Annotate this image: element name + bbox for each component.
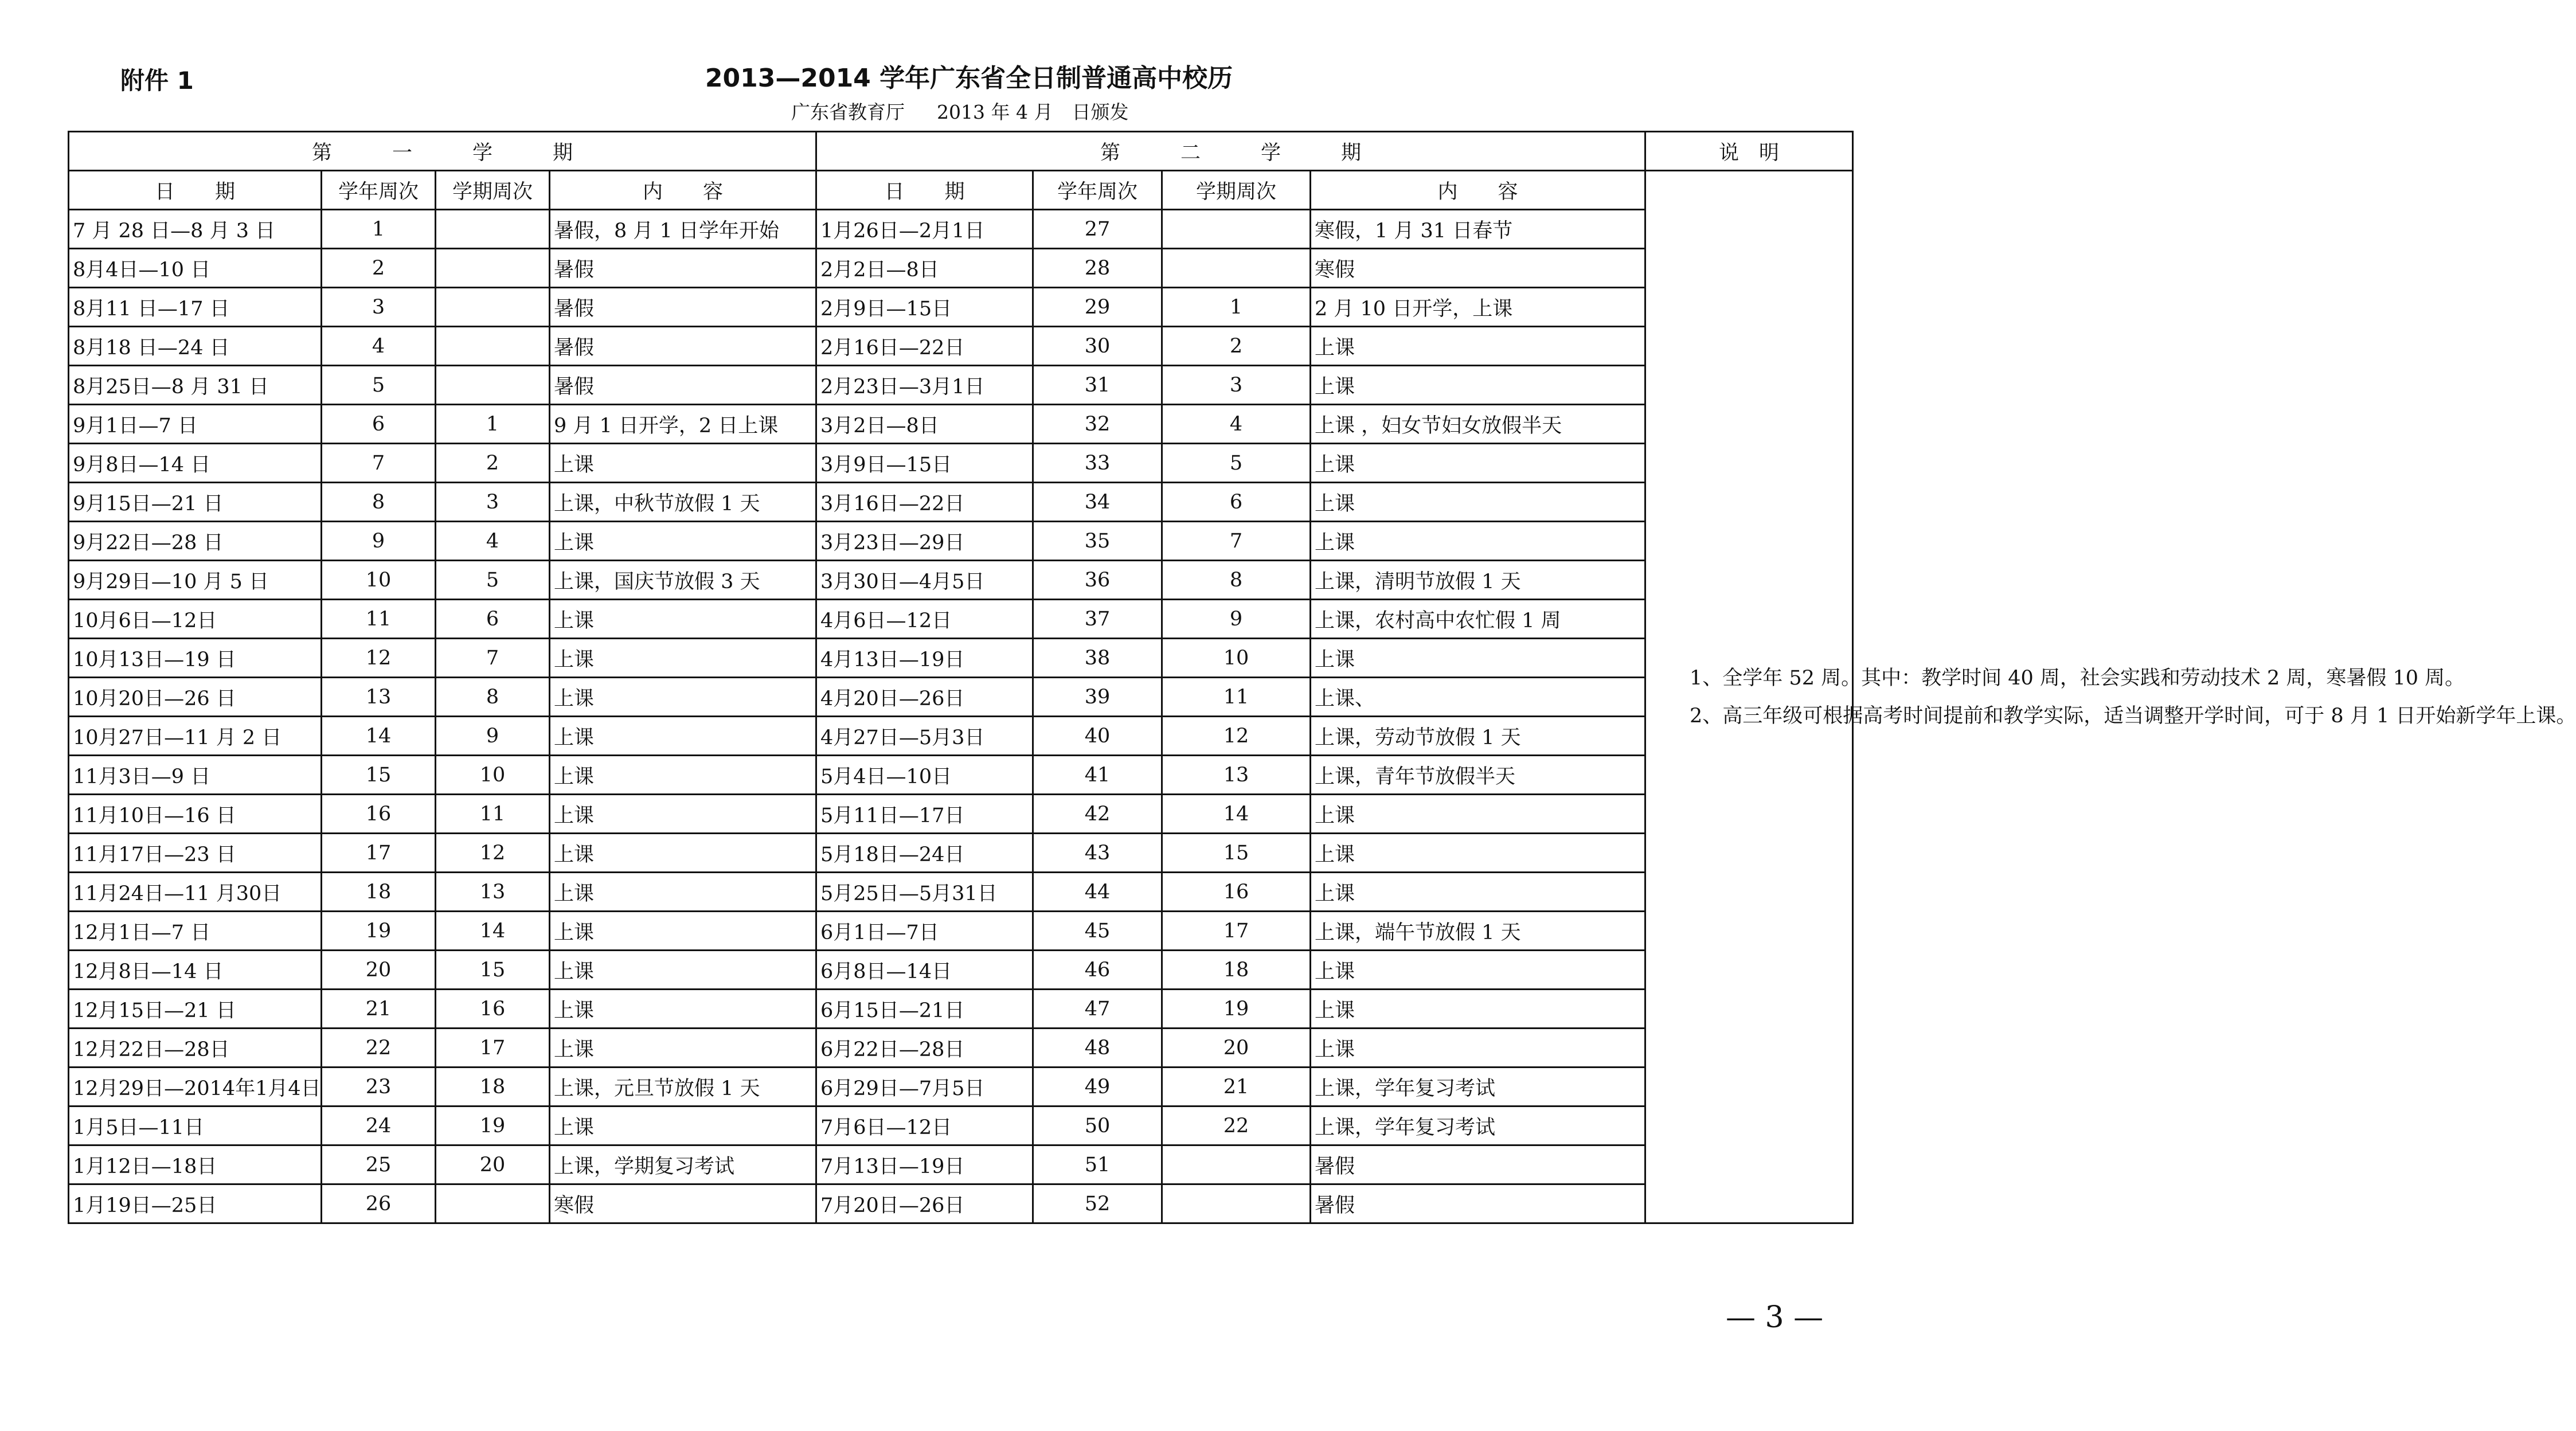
term1-content: 上课 — [550, 717, 816, 756]
term1-year-week: 14 — [322, 717, 436, 756]
term2-year-week: 43 — [1033, 834, 1162, 873]
notes-header: 说 明 — [1645, 132, 1853, 171]
term2-term-week: 1 — [1162, 288, 1311, 327]
term2-term-week: 6 — [1162, 483, 1311, 522]
term2-content: 上课 — [1311, 873, 1645, 912]
term1-content: 上课 — [550, 444, 816, 483]
term2-year-week: 45 — [1033, 912, 1162, 951]
term2-content: 上课 — [1311, 327, 1645, 366]
table-row — [69, 639, 1853, 678]
term2-content: 上课 — [1311, 1029, 1645, 1068]
term1-term-week — [436, 288, 550, 327]
term2-date: 3月16日—22日 — [816, 483, 1033, 522]
term1-term-week: 14 — [436, 912, 550, 951]
column-header-row — [69, 171, 1853, 210]
term1-term-week: 18 — [436, 1068, 550, 1107]
term1-content: 暑假 — [550, 327, 816, 366]
term1-content: 上课 — [550, 522, 816, 561]
term2-date: 4月6日—12日 — [816, 600, 1033, 639]
term1-content: 9 月 1 日开学，2 日上课 — [550, 405, 816, 444]
term1-year-week: 26 — [322, 1184, 436, 1223]
term1-date: 8月25日—8 月 31 日 — [69, 366, 322, 405]
year-week-header: 学年周次 — [322, 171, 436, 210]
term1-content: 上课 — [550, 600, 816, 639]
term2-date: 2月16日—22日 — [816, 327, 1033, 366]
table-row — [69, 951, 1853, 990]
table-row — [69, 1184, 1853, 1223]
term1-term-week — [436, 210, 550, 249]
date-header: 日 期 — [816, 171, 1033, 210]
term1-term-week: 11 — [436, 795, 550, 834]
term2-content: 上课，学年复习考试 — [1311, 1068, 1645, 1107]
term1-content: 暑假 — [550, 288, 816, 327]
term2-year-week: 47 — [1033, 990, 1162, 1029]
content-header: 内 容 — [550, 171, 816, 210]
term1-year-week: 1 — [322, 210, 436, 249]
term1-date: 1月12日—18日 — [69, 1145, 322, 1184]
term2-content: 上课 — [1311, 366, 1645, 405]
term1-term-week — [436, 366, 550, 405]
term2-date: 6月29日—7月5日 — [816, 1068, 1033, 1107]
term2-content: 上课 — [1311, 444, 1645, 483]
term2-content: 上课 — [1311, 834, 1645, 873]
term1-date: 9月29日—10 月 5 日 — [69, 561, 322, 600]
term1-date: 11月10日—16 日 — [69, 795, 322, 834]
term2-year-week: 28 — [1033, 249, 1162, 288]
term2-content: 上课 — [1311, 990, 1645, 1029]
term1-content: 上课，学期复习考试 — [550, 1145, 816, 1184]
term1-content: 上课 — [550, 756, 816, 795]
term2-content: 寒假 — [1311, 249, 1645, 288]
term2-year-week: 39 — [1033, 678, 1162, 717]
term1-date: 8月18 日—24 日 — [69, 327, 322, 366]
term2-year-week: 35 — [1033, 522, 1162, 561]
table-row — [69, 405, 1853, 444]
term2-term-week — [1162, 210, 1311, 249]
term1-term-week: 13 — [436, 873, 550, 912]
term1-term-week: 19 — [436, 1107, 550, 1145]
term2-content: 上课 — [1311, 951, 1645, 990]
term1-year-week: 16 — [322, 795, 436, 834]
term2-date: 5月4日—10日 — [816, 756, 1033, 795]
term1-year-week: 23 — [322, 1068, 436, 1107]
term-week-header: 学期周次 — [1162, 171, 1311, 210]
term1-term-week: 2 — [436, 444, 550, 483]
term1-year-week: 10 — [322, 561, 436, 600]
document-subtitle — [791, 97, 1160, 124]
term2-date: 7月20日—26日 — [816, 1184, 1033, 1223]
term2-year-week: 40 — [1033, 717, 1162, 756]
term2-year-week: 44 — [1033, 873, 1162, 912]
term2-term-week: 8 — [1162, 561, 1311, 600]
term1-term-week: 8 — [436, 678, 550, 717]
school-calendar-table — [68, 131, 2576, 1224]
term2-year-week: 29 — [1033, 288, 1162, 327]
table-row — [69, 834, 1853, 873]
term2-content: 上课 — [1311, 795, 1645, 834]
term2-term-week: 13 — [1162, 756, 1311, 795]
term1-year-week: 2 — [322, 249, 436, 288]
term2-date: 5月11日—17日 — [816, 795, 1033, 834]
term1-content: 上课，元旦节放假 1 天 — [550, 1068, 816, 1107]
term1-term-week: 4 — [436, 522, 550, 561]
term2-year-week: 36 — [1033, 561, 1162, 600]
term2-term-week: 21 — [1162, 1068, 1311, 1107]
term1-term-week: 3 — [436, 483, 550, 522]
term1-date: 9月8日—14 日 — [69, 444, 322, 483]
term1-year-week: 17 — [322, 834, 436, 873]
term1-content: 上课，中秋节放假 1 天 — [550, 483, 816, 522]
term2-header: 第 二 学 期 — [816, 132, 1645, 171]
term1-date: 1月19日—25日 — [69, 1184, 322, 1223]
table-row — [69, 483, 1853, 522]
term2-term-week: 3 — [1162, 366, 1311, 405]
term2-term-week: 18 — [1162, 951, 1311, 990]
term2-year-week: 42 — [1033, 795, 1162, 834]
table-row — [69, 756, 1853, 795]
term1-date: 11月24日—11 月30日 — [69, 873, 322, 912]
term1-year-week: 3 — [322, 288, 436, 327]
term2-term-week: 19 — [1162, 990, 1311, 1029]
table-row — [69, 327, 1853, 366]
term2-year-week: 48 — [1033, 1029, 1162, 1068]
term1-date: 12月1日—7 日 — [69, 912, 322, 951]
term2-content: 上课 — [1311, 522, 1645, 561]
term1-term-week: 7 — [436, 639, 550, 678]
term2-date: 2月23日—3月1日 — [816, 366, 1033, 405]
term1-date: 10月13日—19 日 — [69, 639, 322, 678]
term2-term-week — [1162, 1184, 1311, 1223]
term2-date: 2月2日—8日 — [816, 249, 1033, 288]
table-row — [69, 990, 1853, 1029]
term1-term-week — [436, 327, 550, 366]
term1-year-week: 18 — [322, 873, 436, 912]
term2-term-week: 20 — [1162, 1029, 1311, 1068]
term2-date: 4月27日—5月3日 — [816, 717, 1033, 756]
term1-year-week: 21 — [322, 990, 436, 1029]
term2-content: 寒假，1 月 31 日春节 — [1311, 210, 1645, 249]
term2-term-week: 15 — [1162, 834, 1311, 873]
term1-term-week: 15 — [436, 951, 550, 990]
term2-term-week: 9 — [1162, 600, 1311, 639]
issuer: 广东省教育厅 — [791, 101, 905, 123]
term2-term-week: 10 — [1162, 639, 1311, 678]
term1-date: 12月22日—28日 — [69, 1029, 322, 1068]
table-row — [69, 912, 1853, 951]
term1-year-week: 13 — [322, 678, 436, 717]
term2-date: 5月18日—24日 — [816, 834, 1033, 873]
content-header: 内 容 — [1311, 171, 1645, 210]
term1-content: 上课 — [550, 834, 816, 873]
term2-term-week: 5 — [1162, 444, 1311, 483]
term1-year-week: 9 — [322, 522, 436, 561]
term2-year-week: 34 — [1033, 483, 1162, 522]
term2-year-week: 46 — [1033, 951, 1162, 990]
term2-date: 2月9日—15日 — [816, 288, 1033, 327]
term2-term-week: 16 — [1162, 873, 1311, 912]
term1-date: 12月8日—14 日 — [69, 951, 322, 990]
table-row — [69, 1068, 1853, 1107]
term1-term-week: 9 — [436, 717, 550, 756]
term1-content: 上课 — [550, 1107, 816, 1145]
term1-content: 暑假，8 月 1 日学年开始 — [550, 210, 816, 249]
term2-date: 7月13日—19日 — [816, 1145, 1033, 1184]
term1-year-week: 24 — [322, 1107, 436, 1145]
term1-year-week: 7 — [322, 444, 436, 483]
term2-year-week: 50 — [1033, 1107, 1162, 1145]
term2-term-week: 14 — [1162, 795, 1311, 834]
term1-year-week: 11 — [322, 600, 436, 639]
term1-date: 11月3日—9 日 — [69, 756, 322, 795]
term-header-row — [69, 132, 1853, 171]
term1-content: 上课 — [550, 951, 816, 990]
table-row — [69, 1107, 1853, 1145]
term1-content: 上课 — [550, 873, 816, 912]
page-number: — 3 — — [1726, 1300, 1824, 1335]
date-header: 日 期 — [69, 171, 322, 210]
term2-term-week: 4 — [1162, 405, 1311, 444]
term1-term-week: 10 — [436, 756, 550, 795]
issue-date: 2013 年 4 月 日颁发 — [937, 101, 1129, 123]
term2-term-week: 17 — [1162, 912, 1311, 951]
term2-year-week: 38 — [1033, 639, 1162, 678]
term2-date: 3月9日—15日 — [816, 444, 1033, 483]
term2-term-week: 12 — [1162, 717, 1311, 756]
term1-year-week: 22 — [322, 1029, 436, 1068]
table-row — [69, 600, 1853, 639]
term2-content: 上课，农村高中农忙假 1 周 — [1311, 600, 1645, 639]
table-row — [69, 1029, 1853, 1068]
term2-date: 7月6日—12日 — [816, 1107, 1033, 1145]
term1-content: 上课 — [550, 990, 816, 1029]
term1-date: 8月4日—10 日 — [69, 249, 322, 288]
term1-date: 9月1日—7 日 — [69, 405, 322, 444]
term1-year-week: 6 — [322, 405, 436, 444]
term2-term-week: 22 — [1162, 1107, 1311, 1145]
term2-date: 1月26日—2月1日 — [816, 210, 1033, 249]
term1-term-week: 6 — [436, 600, 550, 639]
term1-term-week: 20 — [436, 1145, 550, 1184]
term2-content: 上课 — [1311, 639, 1645, 678]
attachment-label: 附件 1 — [120, 67, 194, 95]
term1-date: 12月29日—2014年1月4日 — [69, 1068, 322, 1107]
table-row — [69, 717, 1853, 756]
term2-year-week: 49 — [1033, 1068, 1162, 1107]
term1-date: 7 月 28 日—8 月 3 日 — [69, 210, 322, 249]
term2-content: 上课，清明节放假 1 天 — [1311, 561, 1645, 600]
term2-content: 暑假 — [1311, 1145, 1645, 1184]
term1-date: 10月6日—12日 — [69, 600, 322, 639]
term2-date: 6月8日—14日 — [816, 951, 1033, 990]
note-1: 1、全学年 52 周。其中：教学时间 40 周，社会实践和劳动技术 2 周，寒暑假 10 周。 — [1690, 666, 2465, 690]
term1-year-week: 20 — [322, 951, 436, 990]
term2-content: 上课、 — [1311, 678, 1645, 717]
term2-date: 5月25日—5月31日 — [816, 873, 1033, 912]
term2-term-week — [1162, 1145, 1311, 1184]
term2-date: 6月15日—21日 — [816, 990, 1033, 1029]
term2-year-week: 37 — [1033, 600, 1162, 639]
term-week-header: 学期周次 — [436, 171, 550, 210]
term1-date: 8月11 日—17 日 — [69, 288, 322, 327]
term1-term-week — [436, 1184, 550, 1223]
term1-term-week: 17 — [436, 1029, 550, 1068]
term1-content: 上课 — [550, 678, 816, 717]
table-row — [69, 444, 1853, 483]
year-week-header: 学年周次 — [1033, 171, 1162, 210]
term2-term-week: 2 — [1162, 327, 1311, 366]
term2-date: 6月22日—28日 — [816, 1029, 1033, 1068]
term2-year-week: 52 — [1033, 1184, 1162, 1223]
term1-date: 10月20日—26 日 — [69, 678, 322, 717]
term2-content: 上课，劳动节放假 1 天 — [1311, 717, 1645, 756]
table-row — [69, 1145, 1853, 1184]
term2-date: 3月30日—4月5日 — [816, 561, 1033, 600]
term2-year-week: 31 — [1033, 366, 1162, 405]
notes-cell — [1645, 171, 2576, 1223]
term1-year-week: 8 — [322, 483, 436, 522]
term2-date: 4月20日—26日 — [816, 678, 1033, 717]
term2-year-week: 27 — [1033, 210, 1162, 249]
term1-term-week — [436, 249, 550, 288]
term1-date: 1月5日—11日 — [69, 1107, 322, 1145]
term2-content: 上课，学年复习考试 — [1311, 1107, 1645, 1145]
term1-content: 寒假 — [550, 1184, 816, 1223]
table-row — [69, 561, 1853, 600]
table-row — [69, 678, 1853, 717]
term2-term-week — [1162, 249, 1311, 288]
term1-date: 9月22日—28 日 — [69, 522, 322, 561]
term2-content: 上课，端午节放假 1 天 — [1311, 912, 1645, 951]
term2-content: 2 月 10 日开学，上课 — [1311, 288, 1645, 327]
term1-term-week: 1 — [436, 405, 550, 444]
table-row — [69, 873, 1853, 912]
term2-year-week: 33 — [1033, 444, 1162, 483]
table-row — [69, 249, 1853, 288]
term1-content: 上课 — [550, 639, 816, 678]
term1-content: 上课 — [550, 1029, 816, 1068]
table-row — [69, 210, 1853, 249]
term1-date: 12月15日—21 日 — [69, 990, 322, 1029]
note-2: 2、高三年级可根据高考时间提前和教学实际，适当调整开学时间，可于 8 月 1 日开始新学年上课。 — [1690, 704, 2576, 728]
term1-year-week: 12 — [322, 639, 436, 678]
table-row — [69, 522, 1853, 561]
term2-content: 上课 — [1311, 483, 1645, 522]
term1-date: 10月27日—11 月 2 日 — [69, 717, 322, 756]
table-row — [69, 366, 1853, 405]
term2-year-week: 51 — [1033, 1145, 1162, 1184]
term2-date: 3月2日—8日 — [816, 405, 1033, 444]
term1-term-week: 12 — [436, 834, 550, 873]
term1-year-week: 15 — [322, 756, 436, 795]
term2-content: 上课，青年节放假半天 — [1311, 756, 1645, 795]
term2-year-week: 32 — [1033, 405, 1162, 444]
term2-content: 暑假 — [1311, 1184, 1645, 1223]
term1-content: 上课，国庆节放假 3 天 — [550, 561, 816, 600]
document-title: 2013—2014 学年广东省全日制普通高中校历 — [705, 64, 1233, 93]
term1-year-week: 5 — [322, 366, 436, 405]
term1-content: 暑假 — [550, 249, 816, 288]
table-row — [69, 288, 1853, 327]
term2-term-week: 11 — [1162, 678, 1311, 717]
term1-content: 上课 — [550, 912, 816, 951]
term1-year-week: 4 — [322, 327, 436, 366]
term2-date: 4月13日—19日 — [816, 639, 1033, 678]
term2-date: 3月23日—29日 — [816, 522, 1033, 561]
term1-content: 上课 — [550, 795, 816, 834]
term2-content: 上课 ，妇女节妇女放假半天 — [1311, 405, 1645, 444]
term2-term-week: 7 — [1162, 522, 1311, 561]
term1-year-week: 25 — [322, 1145, 436, 1184]
term1-term-week: 16 — [436, 990, 550, 1029]
term1-term-week: 5 — [436, 561, 550, 600]
term1-date: 11月17日—23 日 — [69, 834, 322, 873]
term2-year-week: 41 — [1033, 756, 1162, 795]
term1-year-week: 19 — [322, 912, 436, 951]
term1-date: 9月15日—21 日 — [69, 483, 322, 522]
term1-header: 第 一 学 期 — [69, 132, 816, 171]
term2-date: 6月1日—7日 — [816, 912, 1033, 951]
term2-year-week: 30 — [1033, 327, 1162, 366]
table-row — [69, 795, 1853, 834]
term1-content: 暑假 — [550, 366, 816, 405]
